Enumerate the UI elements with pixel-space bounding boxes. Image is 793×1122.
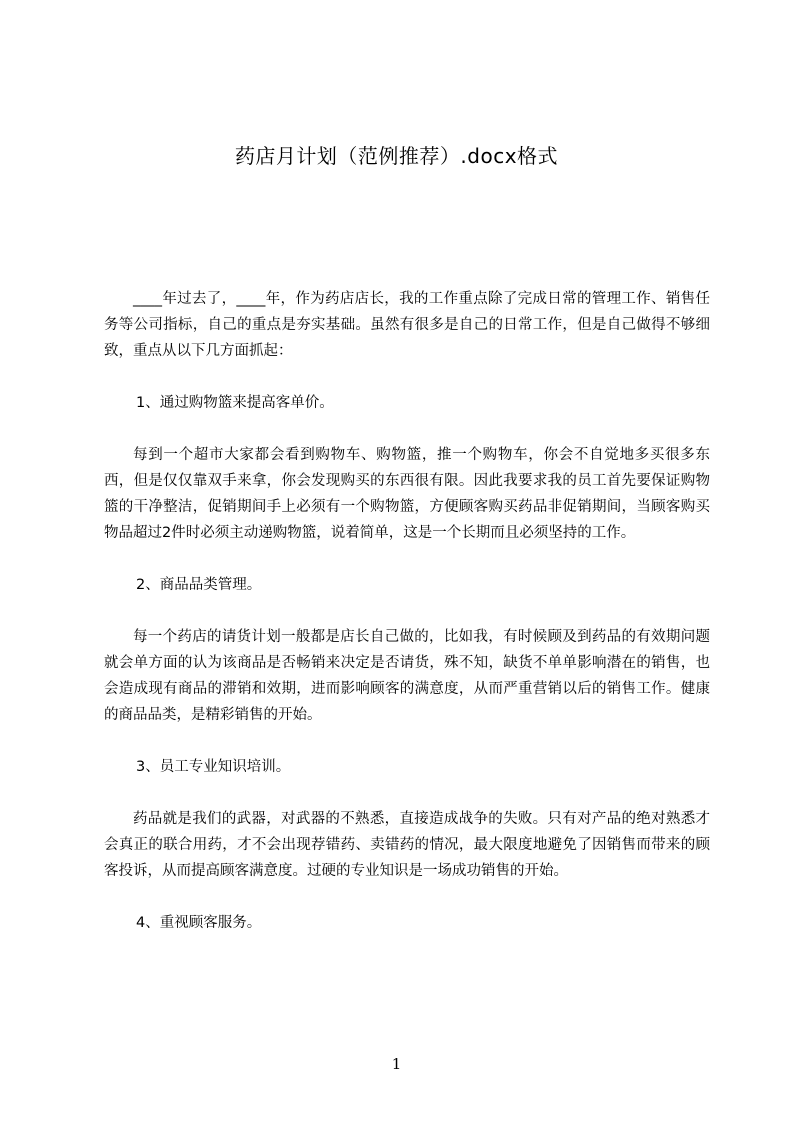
section-heading-2: 2、商品品类管理。 <box>136 577 262 593</box>
section-paragraph-2: 每一个药店的请货计划一般都是店长自己做的，比如我，有时候顾及到药品的有效期问题就会单方面的认为该商品是否畅销来决定是否请货，殊不知，缺货不单单影响潜在的销售，也会造成现有商品的滞销和效期，进而影响顾客的满意度，从而严重营销以后的销售工作。健康的商品品类，是精彩销售的开始。 <box>104 629 710 723</box>
page-number: 1 <box>391 1055 402 1073</box>
section-heading-4: 4、重视顾客服务。 <box>136 915 262 931</box>
section-heading-1: 1、通过购物篮来提高客单价。 <box>136 395 334 411</box>
document-title: 药店月计划（范例推荐）.docx格式 <box>234 144 559 168</box>
section-paragraph-1: 每到一个超市大家都会看到购物车、购物篮，推一个购物车，你会不自觉地多买很多东西，但是仅仅靠双手来拿，你会发现购买的东西很有限。因此我要求我的员工首先要保证购物篮的干净整洁，促销期间手上必须有一个购物篮，方便顾客购买药品非促销期间，当顾客购买物品超过2件时必须主动递购物篮，说着简单，这是一个长期而且必须坚持的工作。 <box>104 447 710 541</box>
intro-paragraph: ____年过去了，____年，作为药店店长，我的工作重点除了完成日常的管理工作、销售任务等公司指标，自己的重点是夯实基础。虽然有很多是自己的日常工作，但是自己做得不够细致，重点从以下几方面抓起： <box>104 291 710 359</box>
section-paragraph-3: 药品就是我们的武器，对武器的不熟悉，直接造成战争的失败。只有对产品的绝对熟悉才会真正的联合用药，才不会出现荐错药、卖错药的情况，最大限度地避免了因销售而带来的顾客投诉，从而提高顾客满意度。过硬的专业知识是一场成功销售的开始。 <box>104 811 710 879</box>
section-heading-3: 3、员工专业知识培训。 <box>136 759 291 775</box>
document-body <box>104 286 710 962</box>
